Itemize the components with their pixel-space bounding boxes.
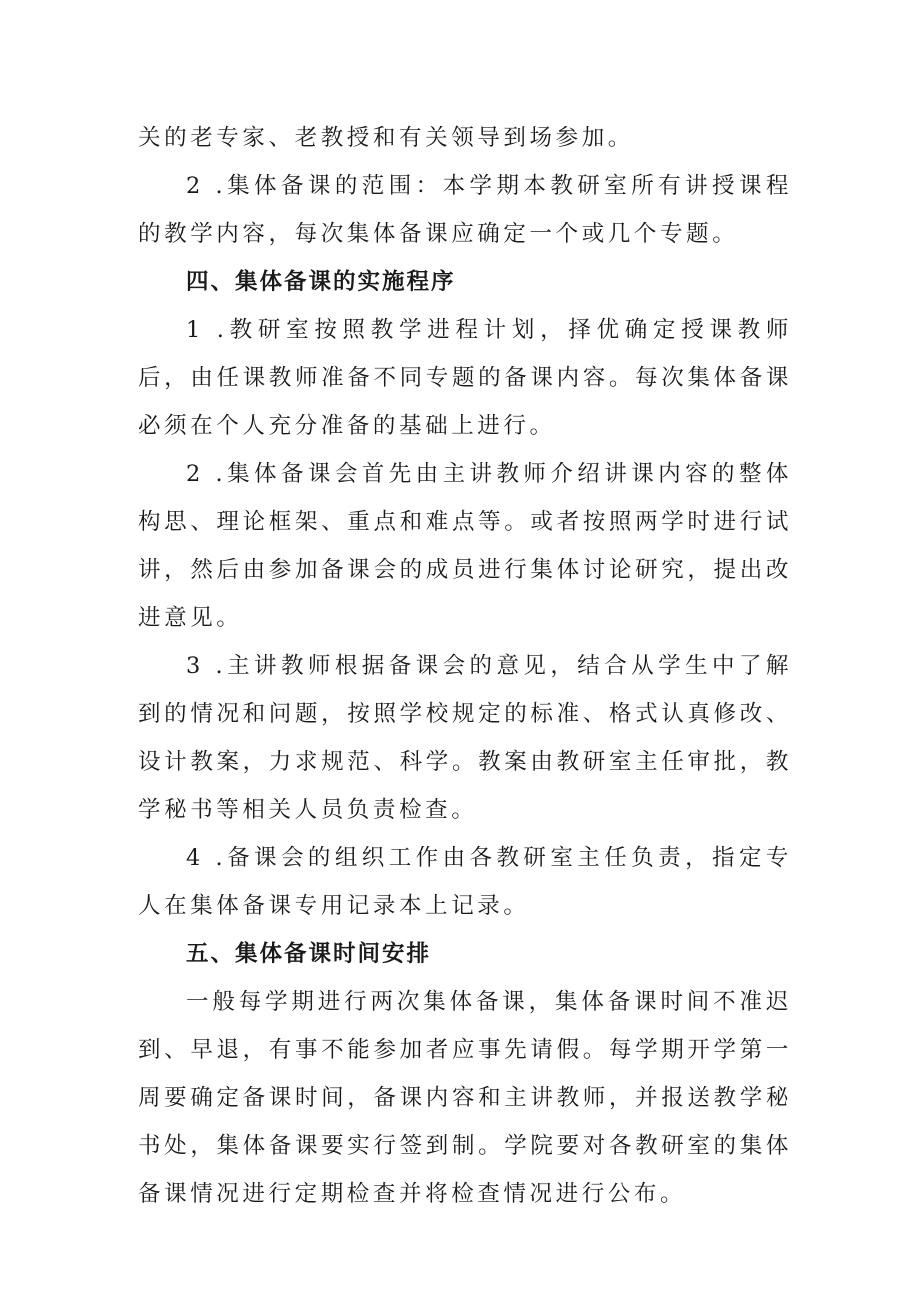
document-body (138, 114, 792, 1218)
paragraph-procedure-1: 1 .教研室按照教学进程计划，择优确定授课教师后，由任课教师准备不同专题的备课内容。每次集体备课必须在个人充分准备的基础上进行。 (138, 317, 792, 439)
paragraph-procedure-3: 3 .主讲教师根据备课会的意见，结合从学生中了解到的情况和问题，按照学校规定的标准、格式认真修改、设计教案，力求规范、科学。教案由教研室主任审批，教学秘书等相关人员负责检查。 (138, 653, 792, 823)
section-heading-procedure: 四、集体备课的实施程序 (186, 269, 456, 295)
section-heading-schedule: 五、集体备课时间安排 (186, 941, 432, 967)
paragraph-schedule: 一般每学期进行两次集体备课，集体备课时间不准迟到、早退，有事不能参加者应事先请假。每学期开学第一周要确定备课时间，备课内容和主讲教师，并报送教学秘书处，集体备课要实行签到制。学院要对各教研室的集体备课情况进行定期检查并将检查情况进行公布。 (138, 989, 792, 1207)
paragraph-scope: 2 .集体备课的范围：本学期本教研室所有讲授课程的教学内容，每次集体备课应确定一个或几个专题。 (138, 173, 792, 247)
paragraph-procedure-2: 2 .集体备课会首先由主讲教师介绍讲课内容的整体构思、理论框架、重点和难点等。或者按照两学时进行试讲，然后由参加备课会的成员进行集体讨论研究，提出改进意见。 (138, 461, 792, 631)
paragraph-continuation: 关的老专家、老教授和有关领导到场参加。 (138, 125, 634, 151)
paragraph-procedure-4: 4 .备课会的组织工作由各教研室主任负责，指定专人在集体备课专用记录本上记录。 (138, 845, 792, 919)
